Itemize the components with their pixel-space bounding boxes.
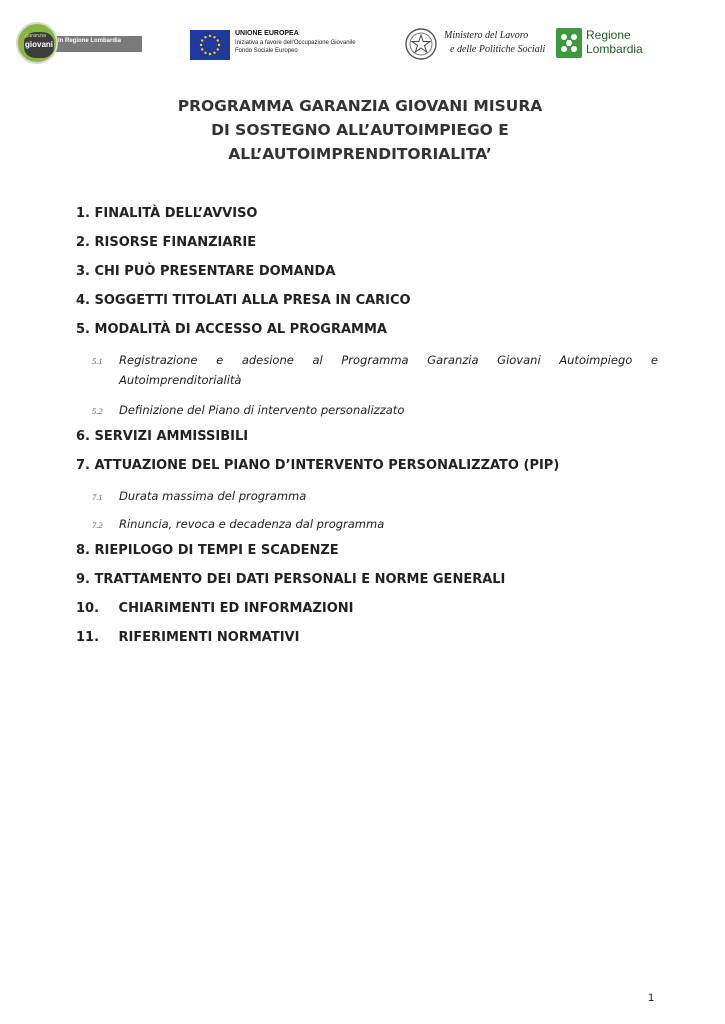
toc-label: MODALITÀ DI ACCESSO AL PROGRAMMA [94, 322, 387, 337]
toc-item-2[interactable] [76, 234, 658, 263]
toc-sublabel: Rinuncia, revoca e decadenza dal programma [119, 517, 385, 531]
garanzia-giovani-badge [16, 22, 58, 64]
toc-label: CHIARIMENTI ED INFORMAZIONI [118, 601, 354, 616]
toc-number: 9. [76, 572, 90, 587]
toc-number: 5. [76, 322, 90, 337]
toc-subnumber: 7.1 [92, 492, 103, 502]
toc-item-5-1[interactable] [76, 350, 658, 400]
toc-item-10[interactable] [76, 600, 658, 629]
toc-number: 11. [76, 630, 100, 645]
toc-sublabel: Definizione del Piano di intervento personalizzato [119, 403, 405, 417]
regione-lombardia-line1: Regione [586, 28, 631, 42]
toc-item-4[interactable] [76, 292, 658, 321]
toc-number: 6. [76, 429, 90, 444]
toc-label: CHI PUÒ PRESENTARE DOMANDA [94, 264, 336, 279]
toc-subnumber: 5.1 [92, 356, 103, 366]
toc-sublabel-line2: Autoimprenditorialità [119, 373, 242, 387]
toc-item-5[interactable] [76, 321, 658, 350]
toc-item-7-1[interactable] [76, 486, 658, 514]
toc-subnumber: 5.2 [92, 406, 103, 416]
toc-item-6[interactable] [76, 428, 658, 457]
toc-number: 3. [76, 264, 90, 279]
toc-item-3[interactable] [76, 263, 658, 292]
page-number: 1 [648, 992, 655, 1004]
title-line-1: PROGRAMMA GARANZIA GIOVANI MISURA [177, 97, 543, 115]
title-line-3: ALL’AUTOIMPRENDITORIALITA’ [228, 145, 492, 163]
document-title [80, 94, 640, 166]
garanzia-giovani-line2: giovani [25, 40, 54, 49]
eu-flag-icon [190, 30, 230, 60]
toc-label: RISORSE FINANZIARIE [94, 235, 257, 250]
toc-item-7[interactable] [76, 457, 658, 486]
toc-item-5-2[interactable] [76, 400, 658, 428]
toc-label: TRATTAMENTO DEI DATI PERSONALI E NORME GENERALI [94, 572, 506, 587]
regione-lombardia-line2: Lombardia [586, 42, 643, 56]
toc-label: RIFERIMENTI NORMATIVI [118, 630, 300, 645]
eu-line1: Iniziativa a favore dell'Occupazione Giovanile [235, 40, 356, 46]
toc-label: FINALITÀ DELL’AVVISO [94, 206, 258, 221]
toc-number: 7. [76, 458, 90, 473]
table-of-contents [76, 205, 658, 658]
toc-number: 4. [76, 293, 90, 308]
title-line-2: DI SOSTEGNO ALL’AUTOIMPIEGO E [211, 121, 509, 139]
eu-line2: Fondo Sociale Europeo [235, 48, 298, 54]
toc-label: ATTUAZIONE DEL PIANO D’INTERVENTO PERSONALIZZATO (PIP) [94, 458, 560, 473]
toc-subnumber: 7.2 [92, 520, 103, 530]
toc-sublabel: Durata massima del programma [119, 489, 307, 503]
garanzia-giovani-band-text: In Regione Lombardia [58, 38, 122, 44]
toc-item-1[interactable] [76, 205, 658, 234]
toc-number: 8. [76, 543, 90, 558]
republic-emblem-icon [404, 26, 438, 62]
garanzia-giovani-band [46, 36, 142, 52]
toc-item-7-2[interactable] [76, 514, 658, 542]
garanzia-giovani-logo [16, 22, 142, 66]
toc-item-9[interactable] [76, 571, 658, 600]
eu-title: UNIONE EUROPEA [235, 30, 299, 37]
toc-sublabel-line1: Registrazione e adesione al Programma Garanzia Giovani Autoimpiego e [119, 353, 658, 367]
toc-item-11[interactable] [76, 629, 658, 658]
regione-lombardia-rose-icon [556, 28, 582, 58]
unione-europea-logo [190, 28, 365, 64]
ministero-line1: Ministero del Lavoro [444, 30, 529, 41]
regione-lombardia-logo [556, 26, 656, 66]
toc-number: 2. [76, 235, 90, 250]
garanzia-giovani-line1: garanzia [25, 33, 47, 39]
toc-label: RIEPILOGO DI TEMPI E SCADENZE [94, 543, 339, 558]
toc-number: 10. [76, 601, 100, 616]
toc-item-8[interactable] [76, 542, 658, 571]
ministero-line2: e delle Politiche Sociali [450, 44, 546, 55]
toc-number: 1. [76, 206, 90, 221]
ministero-lavoro-logo [404, 24, 546, 66]
toc-label: SOGGETTI TITOLATI ALLA PRESA IN CARICO [94, 293, 411, 308]
toc-label: SERVIZI AMMISSIBILI [94, 429, 249, 444]
